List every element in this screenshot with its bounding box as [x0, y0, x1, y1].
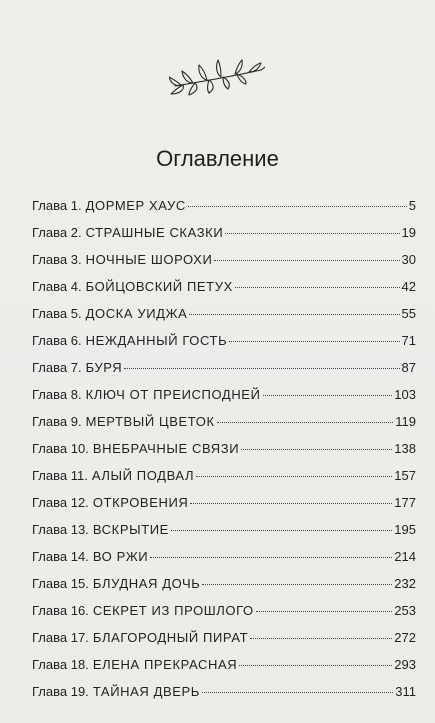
chapter-title: БОЙЦОВСКИЙ ПЕТУХ — [85, 279, 233, 294]
chapter-prefix: Глава 6. — [32, 333, 82, 348]
chapter-prefix: Глава 8. — [32, 387, 82, 402]
page-number: 55 — [401, 306, 416, 321]
toc-entry — [32, 441, 416, 468]
chapter-prefix: Глава 10. — [32, 441, 89, 456]
chapter-prefix: Глава 1. — [32, 198, 82, 213]
chapter-title: ТАЙНАЯ ДВЕРЬ — [92, 684, 200, 699]
dot-leader — [241, 449, 392, 450]
dot-leader — [202, 584, 392, 585]
toc-entry — [32, 279, 416, 306]
page-number: 157 — [394, 468, 416, 483]
dot-leader — [214, 260, 399, 261]
dot-leader — [202, 692, 393, 693]
chapter-title: ВО РЖИ — [92, 549, 149, 564]
toc-entry — [32, 495, 416, 522]
chapter-title: ОТКРОВЕНИЯ — [92, 495, 189, 510]
toc-entry — [32, 306, 416, 333]
page-number: 293 — [394, 657, 416, 672]
page-number: 87 — [401, 360, 416, 375]
chapter-prefix: Глава 11. — [32, 468, 88, 483]
chapter-title: ВСКРЫТИЕ — [92, 522, 169, 537]
toc-entry — [32, 468, 416, 495]
chapter-title: СЕКРЕТ ИЗ ПРОШЛОГО — [92, 603, 254, 618]
chapter-title: БЛАГОРОДНЫЙ ПИРАТ — [92, 630, 249, 645]
dot-leader — [188, 206, 407, 207]
page-number: 195 — [394, 522, 416, 537]
dot-leader — [171, 530, 392, 531]
page-number: 30 — [401, 252, 416, 267]
toc-entry — [32, 549, 416, 576]
chapter-title: НЕЖДАННЫЙ ГОСТЬ — [85, 333, 228, 348]
page-number: 71 — [401, 333, 416, 348]
chapter-prefix: Глава 14. — [32, 549, 89, 564]
dot-leader — [235, 287, 400, 288]
page-number: 214 — [394, 549, 416, 564]
page-number: 138 — [394, 441, 416, 456]
chapter-prefix: Глава 12. — [32, 495, 89, 510]
chapter-title: ЕЛЕНА ПРЕКРАСНАЯ — [92, 657, 238, 672]
dot-leader — [256, 611, 393, 612]
page-title: Оглавление — [156, 146, 279, 171]
toc-entry — [32, 657, 416, 684]
chapter-prefix: Глава 15. — [32, 576, 89, 591]
page-number: 232 — [394, 576, 416, 591]
chapter-title: АЛЫЙ ПОДВАЛ — [91, 468, 195, 483]
toc-entry — [32, 333, 416, 360]
page-number: 19 — [401, 225, 416, 240]
toc-entry — [32, 414, 416, 441]
dot-leader — [225, 233, 399, 234]
toc-entry — [32, 630, 416, 657]
toc-entry — [32, 387, 416, 414]
chapter-prefix: Глава 18. — [32, 657, 89, 672]
chapter-prefix: Глава 2. — [32, 225, 82, 240]
toc-entry — [32, 684, 416, 711]
chapter-title: ДОСКА УИДЖА — [85, 306, 188, 321]
chapter-prefix: Глава 7. — [32, 360, 82, 375]
chapter-title: СТРАШНЫЕ СКАЗКИ — [85, 225, 224, 240]
toc-entry — [32, 252, 416, 279]
leaf-branch-icon — [169, 58, 265, 96]
chapter-prefix: Глава 4. — [32, 279, 82, 294]
chapter-prefix: Глава 9. — [32, 414, 82, 429]
chapter-prefix: Глава 19. — [32, 684, 89, 699]
chapter-prefix: Глава 5. — [32, 306, 82, 321]
dot-leader — [190, 503, 392, 504]
chapter-title: ДОРМЕР ХАУС — [85, 198, 186, 213]
chapter-title: НОЧНЫЕ ШОРОХИ — [85, 252, 213, 267]
page-number: 5 — [408, 198, 416, 213]
chapter-title: ВНЕБРАЧНЫЕ СВЯЗИ — [92, 441, 240, 456]
dot-leader — [239, 665, 392, 666]
page-number: 253 — [394, 603, 416, 618]
toc-entry — [32, 225, 416, 252]
page-number: 119 — [395, 414, 416, 429]
page-number: 42 — [401, 279, 416, 294]
page-number: 311 — [395, 684, 416, 699]
toc-entry — [32, 198, 416, 225]
dot-leader — [229, 341, 399, 342]
chapter-title: БЛУДНАЯ ДОЧЬ — [92, 576, 201, 591]
toc-entry — [32, 603, 416, 630]
chapter-title: КЛЮЧ ОТ ПРЕИСПОДНЕЙ — [85, 387, 261, 402]
dot-leader — [250, 638, 392, 639]
table-of-contents — [32, 198, 416, 711]
dot-leader — [189, 314, 399, 315]
chapter-title: БУРЯ — [85, 360, 123, 375]
dot-leader — [124, 368, 399, 369]
page-number: 272 — [394, 630, 416, 645]
dot-leader — [263, 395, 393, 396]
dot-leader — [217, 422, 394, 423]
page-number: 103 — [394, 387, 416, 402]
toc-entry — [32, 360, 416, 387]
toc-entry — [32, 576, 416, 603]
dot-leader — [150, 557, 392, 558]
page-number: 177 — [394, 495, 416, 510]
chapter-prefix: Глава 16. — [32, 603, 89, 618]
dot-leader — [196, 476, 392, 477]
toc-entry — [32, 522, 416, 549]
chapter-prefix: Глава 13. — [32, 522, 89, 537]
chapter-prefix: Глава 17. — [32, 630, 89, 645]
chapter-prefix: Глава 3. — [32, 252, 82, 267]
chapter-title: МЕРТВЫЙ ЦВЕТОК — [85, 414, 215, 429]
